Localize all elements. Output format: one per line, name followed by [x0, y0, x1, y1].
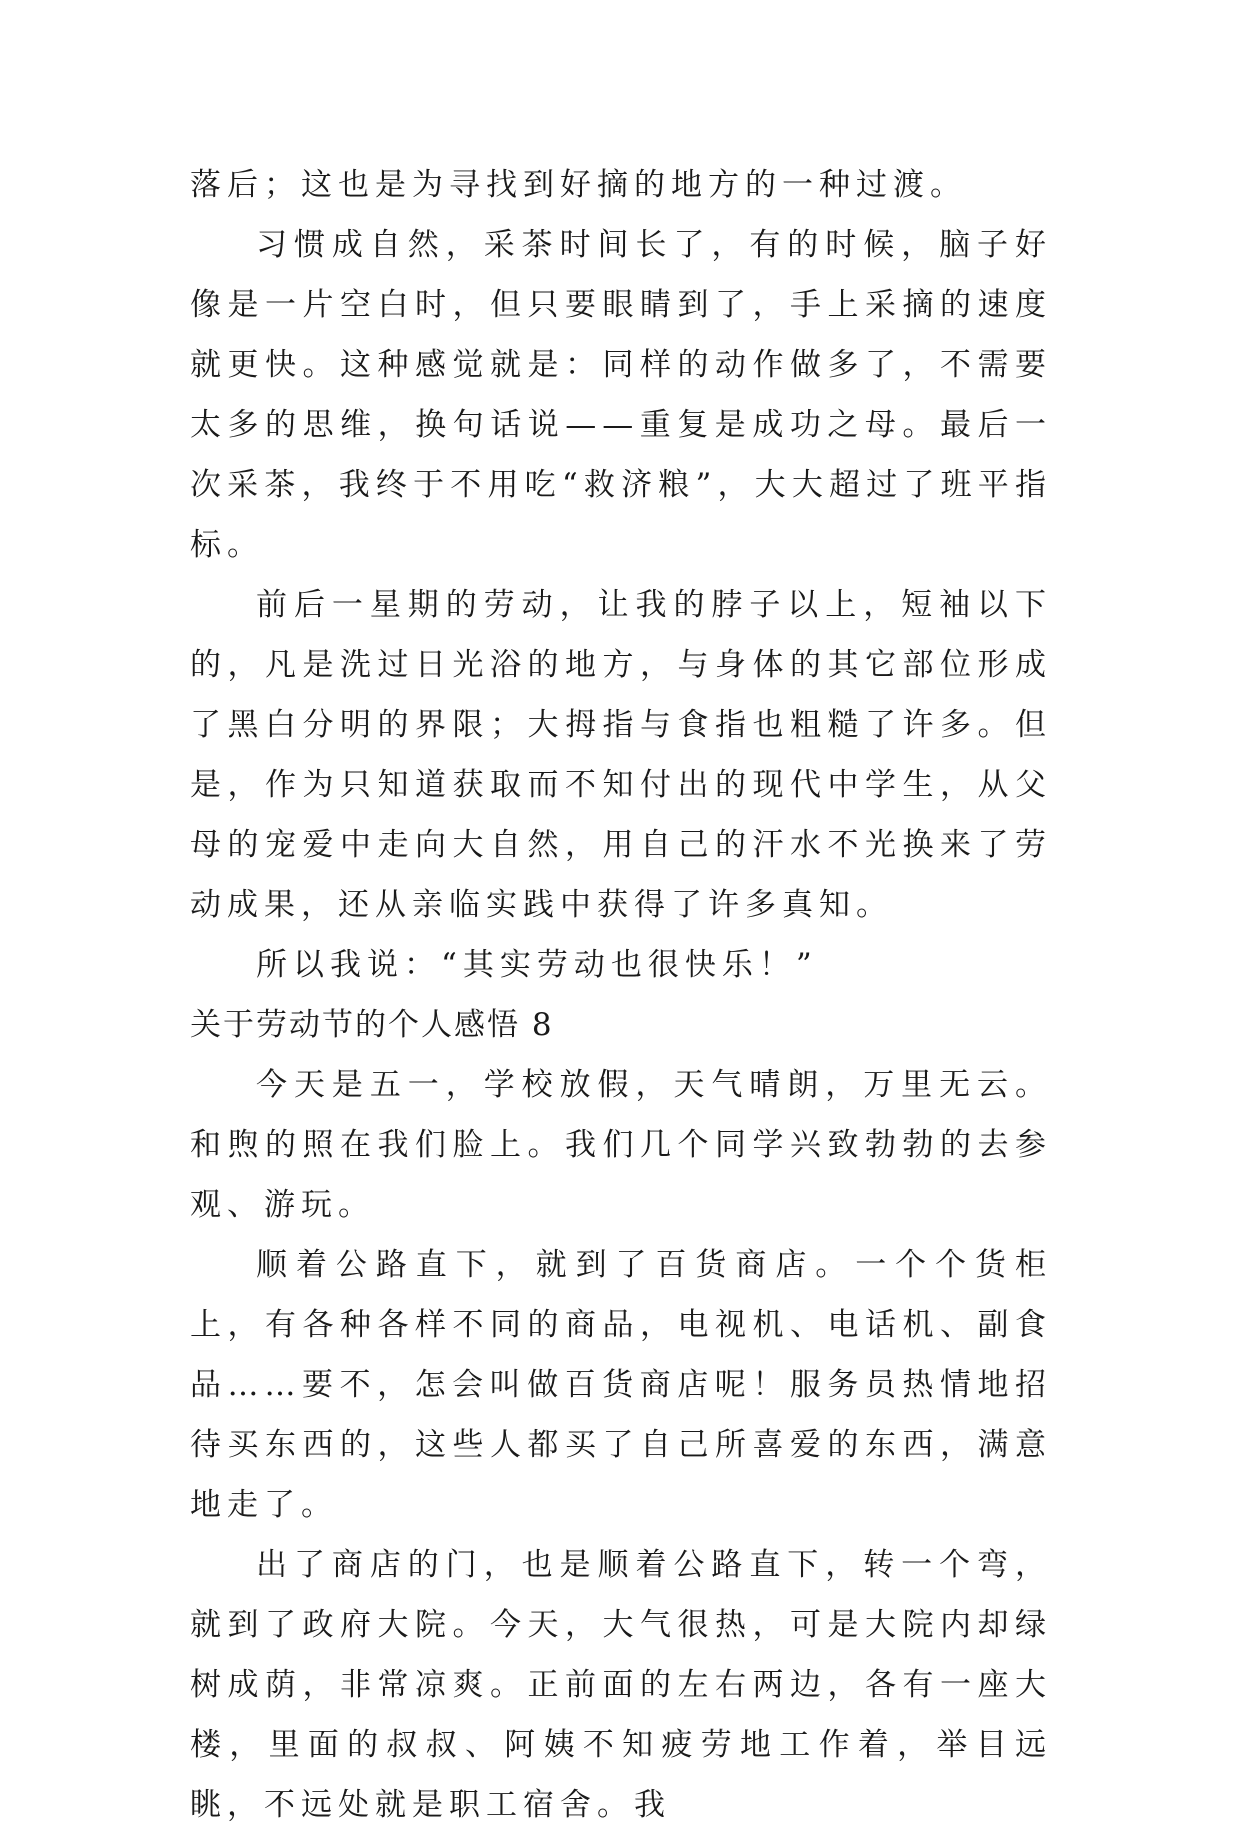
- paragraph-may-day: 今天是五一，学校放假，天气晴朗，万里无云。和煦的照在我们脸上。我们几个同学兴致勃勃的去参观、游玩。: [190, 1067, 1052, 1223]
- paragraph-government-compound: 出了商店的门，也是顺着公路直下，转一个弯，就到了政府大院。今天，大气很热，可是大院内却绿树成荫，非常凉爽。正前面的左右两边，各有一座大楼，里面的叔叔、阿姨不知疲劳地工作着，举目远眺，不远处就是职工宿舍。我: [190, 1547, 1052, 1823]
- paragraph-conclusion: 所以我说：“其实劳动也很快乐！”: [256, 947, 818, 983]
- paragraph-tea-picking: 习惯成自然，采茶时间长了，有的时候，脑子好像是一片空白时，但只要眼睛到了，手上采摘的速度就更快。这种感觉就是：同样的动作做多了，不需要太多的思维，换句话说——重复是成功之母。最后一次采茶，我终于不用吃“救济粮”，大大超过了班平指标。: [190, 227, 1052, 563]
- paragraph-continuation: 落后；这也是为寻找到好摘的地方的一种过渡。: [190, 167, 967, 203]
- paragraph-week-of-labor: 前后一星期的劳动，让我的脖子以上，短袖以下的，凡是洗过日光浴的地方，与身体的其它部位形成了黑白分明的界限；大拇指与食指也粗糙了许多。但是，作为只知道获取而不知付出的现代中学生，从父母的宠爱中走向大自然，用自己的汗水不光换来了劳动成果，还从亲临实践中获得了许多真知。: [190, 587, 1052, 923]
- paragraph-department-store: 顺着公路直下，就到了百货商店。一个个货柜上，有各种各样不同的商品，电视机、电话机、副食品……要不，怎会叫做百货商店呢！服务员热情地招待买东西的，这些人都买了自己所喜爱的东西，满意地走了。: [190, 1247, 1052, 1523]
- section-heading: 关于劳动节的个人感悟 8: [190, 1007, 554, 1043]
- document-page: [190, 155, 1052, 1835]
